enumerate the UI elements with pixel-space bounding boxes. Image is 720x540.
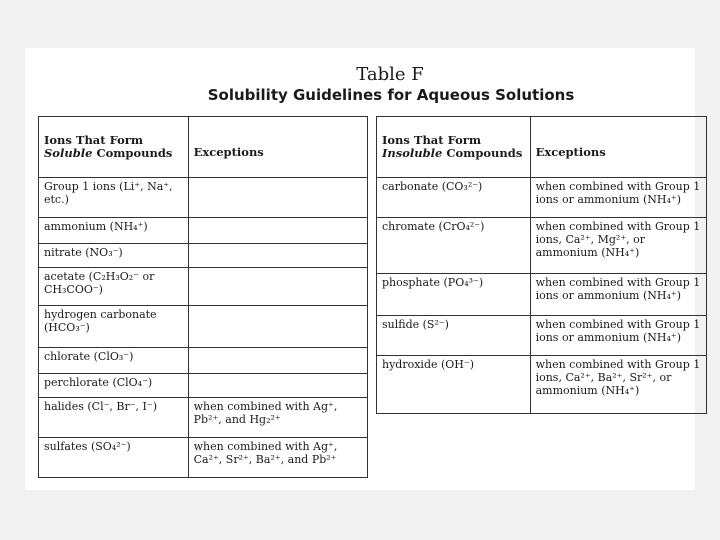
table-row — [39, 306, 368, 348]
exception-cell — [188, 244, 367, 268]
soluble-header-line1: Ions That Form — [44, 133, 144, 147]
ion-cell: hydroxide (OH⁻) — [377, 356, 531, 414]
table-row — [39, 438, 368, 478]
table-row — [377, 356, 707, 414]
exception-cell: when combined with Group 1 ions or ammonium (NH₄⁺) — [530, 316, 706, 356]
exception-cell: when combined with Group 1 ions or ammonium (NH₄⁺) — [530, 178, 706, 218]
table-row — [377, 316, 707, 356]
insoluble-header-italic: Insoluble — [382, 146, 443, 160]
insoluble-header-rest: Compounds — [442, 146, 523, 160]
soluble-header-italic: Soluble — [44, 146, 93, 160]
table-row — [39, 178, 368, 218]
ion-cell: carbonate (CO₃²⁻) — [377, 178, 531, 218]
soluble-header-rest: Compounds — [92, 146, 173, 160]
ion-cell: sulfide (S²⁻) — [377, 316, 531, 356]
ion-cell: ammonium (NH₄⁺) — [39, 218, 189, 244]
table-row — [39, 398, 368, 438]
soluble-table — [38, 116, 368, 478]
table-title: Table F — [356, 64, 424, 85]
exception-cell — [188, 306, 367, 348]
table-row — [377, 178, 707, 218]
ion-cell: perchlorate (ClO₄⁻) — [39, 374, 189, 398]
table-row — [39, 244, 368, 268]
exception-cell: when combined with Ag⁺, Pb²⁺, and Hg₂²⁺ — [188, 398, 367, 438]
soluble-header-row — [39, 117, 368, 178]
exception-cell — [188, 268, 367, 306]
exception-cell — [188, 178, 367, 218]
table-row — [377, 218, 707, 274]
ion-cell: chromate (CrO₄²⁻) — [377, 218, 531, 274]
exception-cell — [188, 374, 367, 398]
soluble-exceptions-header: Exceptions — [188, 117, 367, 178]
soluble-ions-header — [39, 117, 189, 178]
table-row — [377, 274, 707, 316]
ion-cell: Group 1 ions (Li⁺, Na⁺, etc.) — [39, 178, 189, 218]
ion-cell: sulfates (SO₄²⁻) — [39, 438, 189, 478]
insoluble-ions-header — [377, 117, 531, 178]
insoluble-exceptions-header: Exceptions — [530, 117, 706, 178]
table-row — [39, 348, 368, 374]
ion-cell: acetate (C₂H₃O₂⁻ or CH₃COO⁻) — [39, 268, 189, 306]
exception-cell — [188, 348, 367, 374]
table-row — [39, 374, 368, 398]
table-subtitle: Solubility Guidelines for Aqueous Solutions — [207, 86, 575, 104]
exception-cell: when combined with Ag⁺, Ca²⁺, Sr²⁺, Ba²⁺, and Pb²⁺ — [188, 438, 367, 478]
ion-cell: nitrate (NO₃⁻) — [39, 244, 189, 268]
insoluble-header-line1: Ions That Form — [382, 133, 482, 147]
ion-cell: hydrogen carbonate (HCO₃⁻) — [39, 306, 189, 348]
exception-cell — [188, 218, 367, 244]
ion-cell: halides (Cl⁻, Br⁻, I⁻) — [39, 398, 189, 438]
ion-cell: chlorate (ClO₃⁻) — [39, 348, 189, 374]
ion-cell: phosphate (PO₄³⁻) — [377, 274, 531, 316]
table-row — [39, 268, 368, 306]
exception-cell: when combined with Group 1 ions, Ca²⁺, Mg²⁺, or ammonium (NH₄⁺) — [530, 218, 706, 274]
insoluble-header-row — [377, 117, 707, 178]
exception-cell: when combined with Group 1 ions, Ca²⁺, Ba²⁺, Sr²⁺, or ammonium (NH₄⁺) — [530, 356, 706, 414]
table-row — [39, 218, 368, 244]
exception-cell: when combined with Group 1 ions or ammonium (NH₄⁺) — [530, 274, 706, 316]
insoluble-table — [376, 116, 707, 414]
